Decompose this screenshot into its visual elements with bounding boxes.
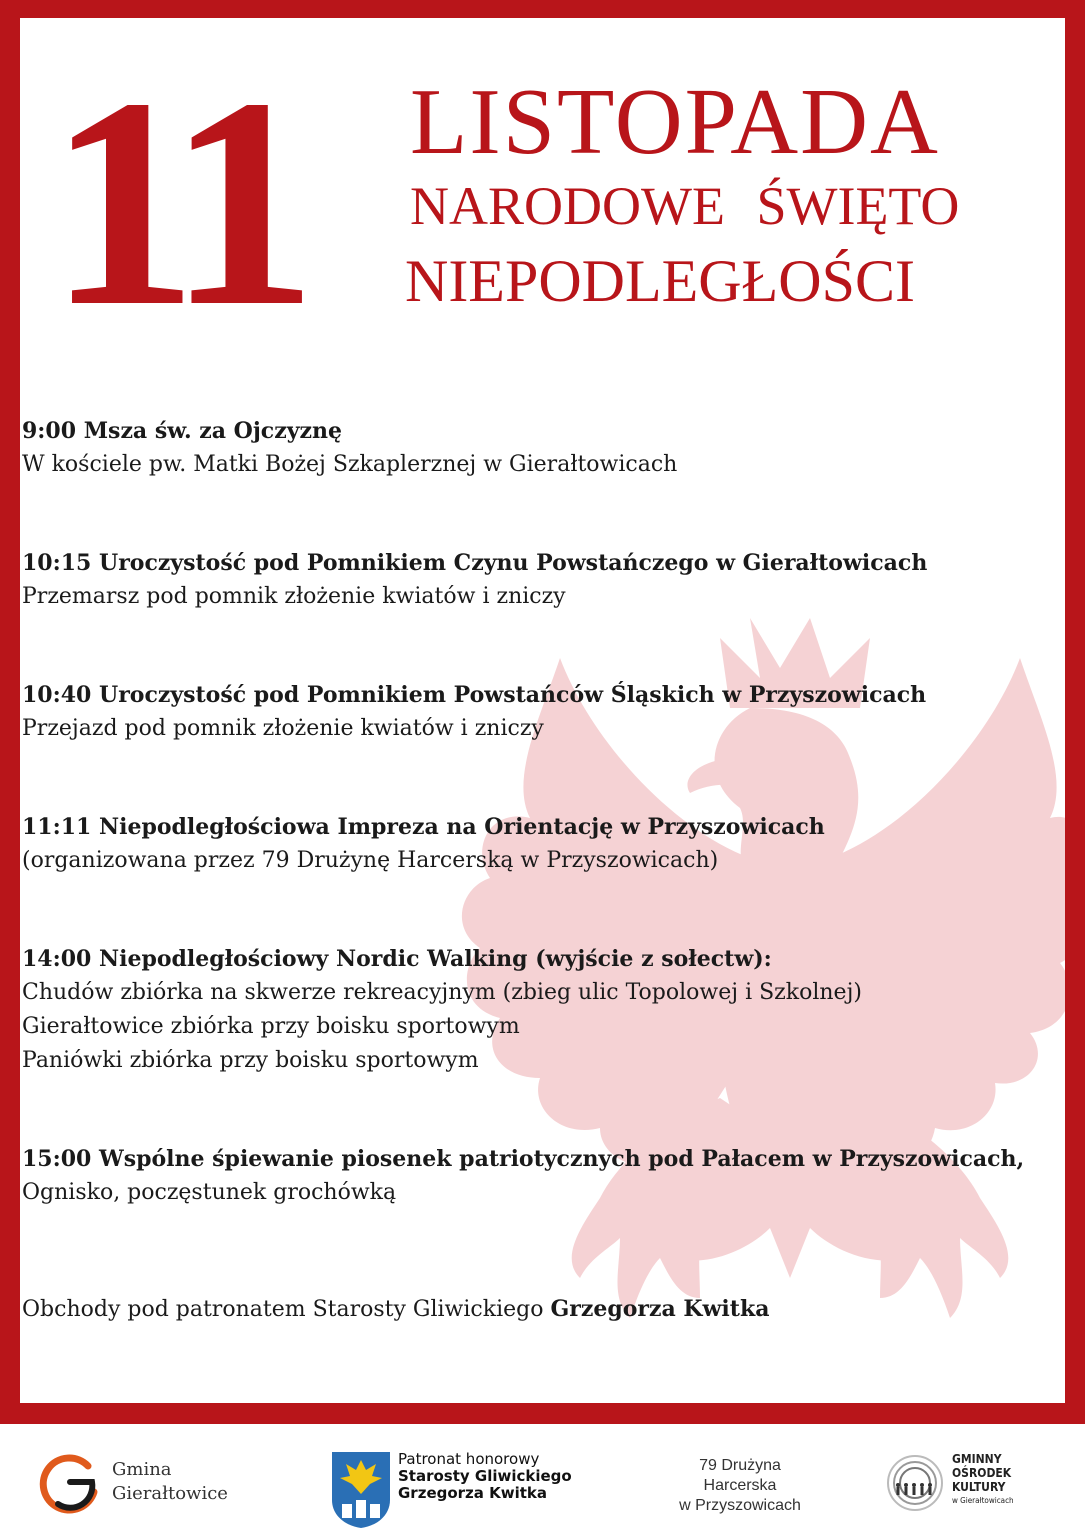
holiday-heading-line2: NIEPODLEGŁOŚCI [405,248,915,314]
event-title: 15:00 Wspólne śpiewanie piosenek patriotycznych pod Pałacem w Przyszowicach, [22,1146,1025,1172]
event-title: 9:00 Msza św. za Ojczyznę [22,418,342,444]
culture-center-logo-text [952,1452,1014,1508]
holiday-heading-line1: NARODOWE ŚWIĘTO [410,176,960,236]
druzyna-line3: w Przyszowicach [679,1497,801,1514]
event-item [22,414,1042,482]
event-title: 10:40 Uroczystość pod Pomnikiem Powstańców Śląskich w Przyszowicach [22,682,927,708]
event-detail: Paniówki zbiórka przy boisku sportowym [22,1048,479,1073]
day-number: 11 [48,36,304,368]
event-detail: W kościele pw. Matki Bożej Szkaplerznej w Gierałtowicach [22,452,678,477]
culture-center-logo-icon [884,1452,946,1514]
gok-line1: GMINNY [952,1452,1002,1466]
patronat-label [398,1451,572,1502]
gok-line4: w Gierałtowicach [952,1496,1014,1505]
gok-line3: KULTURY [952,1480,1006,1494]
gmina-logo-text [112,1458,228,1506]
patronage-note [22,1292,769,1327]
patron-name: Grzegorza Kwitka [550,1296,770,1322]
gmina-logo-icon [38,1452,102,1516]
gmina-line1: Gmina [112,1459,172,1480]
patronat-line3: Grzegorza Kwitka [398,1484,548,1502]
druzyna-line1: 79 Drużyna [699,1457,781,1474]
event-detail: Ognisko, poczęstunek grochówką [22,1180,397,1205]
scout-troop-label [660,1456,820,1516]
druzyna-line2: Harcerska [703,1477,777,1494]
event-item [22,942,1042,1078]
event-item [22,678,1042,746]
event-item [22,810,1042,878]
event-title: 10:15 Uroczystość pod Pomnikiem Czynu Powstańczego w Gierałtowicach [22,550,928,576]
event-detail: Przejazd pod pomnik złożenie kwiatów i zniczy [22,716,544,741]
event-detail: Gierałtowice zbiórka przy boisku sportowym [22,1014,520,1039]
patronage-text: Obchody pod patronatem Starosty Gliwickiego [22,1297,551,1322]
gok-line2: OŚRODEK [952,1466,1012,1480]
month-heading: LISTOPADA [410,70,940,174]
events-list [22,414,1042,1274]
event-detail: Chudów zbiórka na skwerze rekreacyjnym (zbieg ulic Topolowej i Szkolnej) [22,980,862,1005]
gmina-line2: Gierałtowice [112,1483,228,1504]
event-item [22,1142,1042,1210]
event-item [22,546,1042,614]
event-title: 14:00 Niepodległościowy Nordic Walking (wyjście z sołectw): [22,946,772,972]
event-title: 11:11 Niepodległościowa Impreza na Orientację w Przyszowicach [22,814,825,840]
patronat-line2: Starosty Gliwickiego [398,1467,572,1485]
patronat-line1: Patronat honorowy [398,1450,540,1468]
event-detail: (organizowana przez 79 Drużynę Harcerską w Przyszowicach) [22,848,719,873]
county-crest-icon [330,1450,392,1530]
event-detail: Przemarsz pod pomnik złożenie kwiatów i zniczy [22,584,566,609]
